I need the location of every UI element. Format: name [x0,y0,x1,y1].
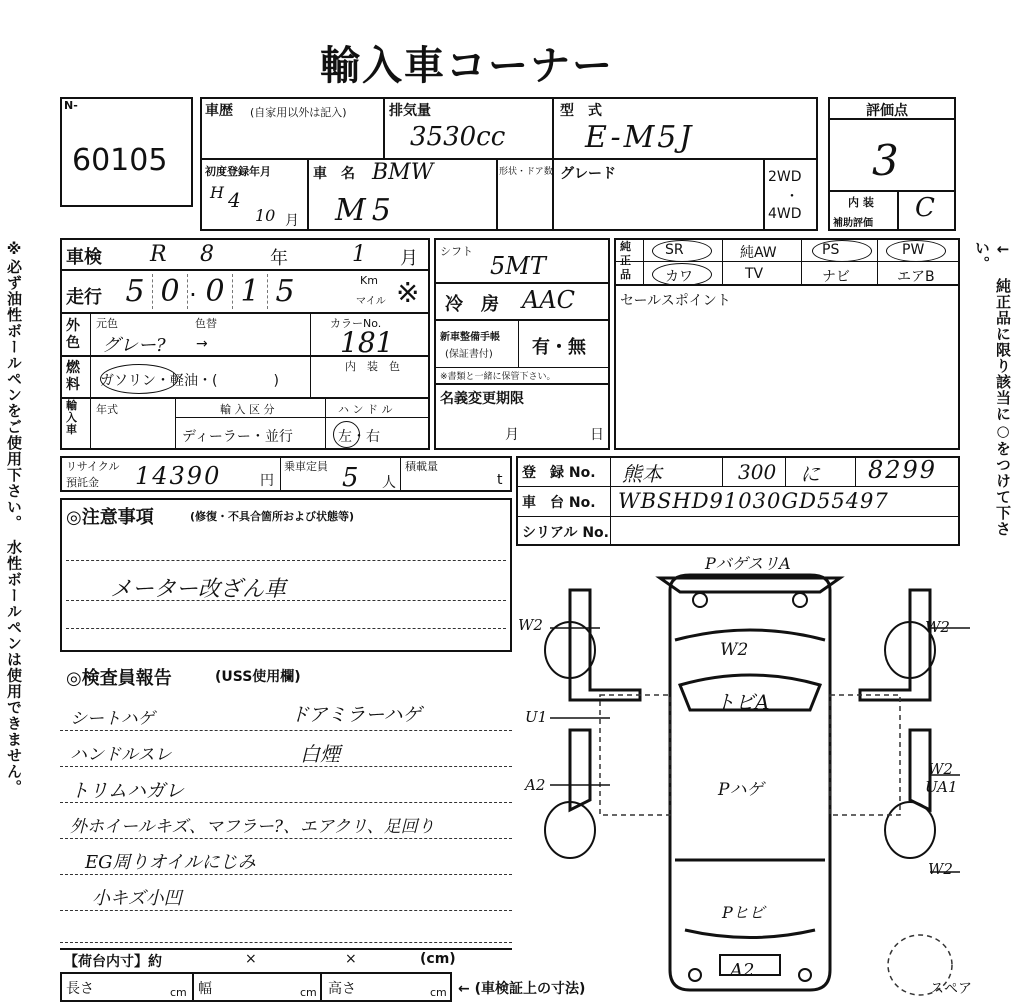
model-type-label: 型 式 [560,103,602,119]
import-year-label: 年式 [96,403,118,416]
genuine-circle [886,240,946,262]
color-code-label: カラーNo. [330,317,382,330]
manual-label: 新車整備手帳 [440,332,500,343]
inspector-line: ハンドルスレ [70,745,172,765]
cargo-label: 【荷台内寸】約 [64,954,162,970]
cargo-dims-row [60,972,452,1002]
auction-number-box [60,97,193,207]
cargo-cm: cm [170,986,187,999]
inspection-year: 8 [200,242,214,267]
inspector-line: シートハゲ [70,709,155,729]
first-reg-label: 初度登録年月 [205,165,271,178]
genuine-item: TV [745,266,764,282]
inspector-line: ドアミラーハゲ [290,704,422,726]
left-side-note: ※必ず油性ボールペンをご使用下さい。 水性ボールペンは使用できません。 [5,240,23,796]
color-orig-label: 元色 [96,317,118,330]
registration-kana: に [800,462,820,486]
diagram-label: Pハゲ [718,780,764,800]
mileage-digit: 0 [198,274,233,309]
model-type-value: E-M5J [585,120,695,155]
diagram-label: W2 [925,618,950,636]
displacement-value: 3530cc [410,122,506,152]
cargo-note: ← (車検証上の寸法) [458,981,586,997]
mileage-digit: 1 [233,274,268,309]
diagram-label: W2 [518,616,543,634]
interior-label-bottom: 補助評価 [833,218,873,229]
mileage-unit-mile: マイル [356,296,386,307]
rear-light-right [793,593,807,607]
load-label: 積載量 [405,460,438,473]
rear-glass [675,630,825,640]
name-change-month: 月 [505,427,519,443]
shape-doors-label: 形状・ドア数 [499,167,553,177]
color-change-label: 色替 [195,317,217,330]
inspection-year-unit: 年 [270,248,288,269]
capacity-value: 5 [342,463,359,493]
displacement-label: 排気量 [389,103,431,119]
inspector-line: 白煙 [300,742,340,766]
sales-point-label: セールスポイント [620,293,731,309]
diagram-label: トビA [715,690,770,714]
auction-number: 60105 [72,143,168,178]
cargo-cm: cm [300,986,317,999]
mileage-unit-km: Km [360,274,378,287]
chassis-label: 車 台 No. [522,495,596,511]
history-label: 車歴 [205,103,233,119]
diagram-label: スペア [930,981,972,997]
registration-number: 8299 [868,456,938,484]
history-note: (自家用以外は記入) [250,106,347,119]
recycle-label-2: 預託金 [66,476,99,489]
diagram-label: W2 [720,640,749,660]
rear-light-left [693,593,707,607]
left-mirror-rear [570,590,640,700]
inspector-line: 外ホイールキズ、マフラー?、エアクリ、足回り [70,817,435,837]
name-change-label: 名義変更期限 [440,391,524,407]
handle-label: ハ ン ド ル [338,403,393,416]
aircon-label: 冷 房 [445,294,499,315]
first-reg-era: H [210,183,224,202]
inspection-label: 車検 [66,247,102,268]
mileage-digit: 5 [275,274,295,309]
fuel-options: ガソリン・軽油・( ) [100,373,279,389]
front-grille [685,930,815,938]
recycle-unit: 円 [260,473,274,489]
cargo-x: × [345,951,357,967]
left-door-panel [570,730,590,810]
diagram-label: W2 [928,860,953,878]
grade-label: グレード [560,166,616,182]
notes-label: ◎注意事項 [66,507,154,528]
first-reg-month: 10 [255,206,276,225]
interior-label-top: 内 装 [848,196,874,209]
manual-value: 有・無 [532,337,586,358]
manual-sub: (保証書付) [445,349,493,360]
diagram-label: A2 [730,960,755,981]
color-outer-label: 外色 [66,318,80,351]
import-type-value: ディーラー・並行 [182,429,293,445]
inspection-month-unit: 月 [400,248,418,269]
cargo-cm: cm [430,986,447,999]
diagram-label: W2 [928,760,953,778]
shift-label: シフト [440,245,473,258]
genuine-item: エアB [897,269,935,285]
shift-value: 5MT [490,252,546,280]
mileage-mark: ※ [396,276,420,309]
genuine-item: PW [902,242,925,258]
inspection-month: 1 [352,242,366,267]
drive-4wd: 4WD [768,206,802,222]
recycle-label-1: リサイクル [66,460,120,473]
registration-class: 300 [738,460,777,484]
capacity-label: 乗車定員 [284,460,328,473]
mileage-digit: 0 [153,274,188,309]
interior-color-label: 内 装 色 [345,360,400,373]
genuine-label: 純正品 [620,240,631,281]
manual-note: ※書類と一緒に保管下さい。 [440,372,556,382]
car-maker: BMW [372,160,434,185]
cargo-length-label: 長さ [66,981,94,997]
right-side-dashed [830,695,900,815]
mileage-sep: . [189,274,197,302]
registration-area: 熊本 [622,462,662,486]
genuine-circle [812,240,872,262]
genuine-item: 純AW [740,245,777,261]
fuel-label: 燃料 [66,360,80,393]
front-light-left [689,969,701,981]
genuine-circle [652,240,712,262]
diagram-label: Pヒビ [722,903,765,922]
name-change-day: 日 [590,427,604,443]
recycle-value: 14390 [135,462,222,490]
first-reg-year: 4 [228,188,241,212]
number-prefix: N- [64,99,78,112]
inspector-sub: (USS使用欄) [215,669,301,685]
inspector-line: 小キズ小凹 [92,888,182,909]
cargo-width-label: 幅 [198,981,212,997]
right-mirror-rear [860,590,930,700]
cargo-height-label: 高さ [328,981,356,997]
color-arrow: → [196,336,208,352]
capacity-unit: 人 [382,475,396,491]
page-title: 輸入車コーナー [320,43,614,89]
car-name-label: 車 名 [313,166,355,182]
handle-left-circle [333,421,360,448]
rear-bumper [660,578,840,592]
mileage-label: 走行 [66,287,102,308]
import-type-label: 輸 入 区 分 [220,403,275,416]
load-unit: t [497,472,503,488]
genuine-item: カワ [665,269,693,285]
first-reg-month-unit: 月 [285,213,299,229]
cargo-x: × [245,951,257,967]
diagram-label: PバゲスリA [705,554,791,573]
genuine-item: SR [665,242,684,258]
diagram-label: UA1 [925,778,958,796]
interior-value: C [915,193,935,223]
wheel-front-right [885,802,935,858]
registration-label: 登 録 No. [522,465,596,481]
import-label: 輸入車 [66,399,77,436]
fuel-selected-circle [100,364,178,394]
chassis-value: WBSHD91030GD55497 [618,489,889,513]
diagram-label: A2 [525,776,546,794]
right-door-panel [910,730,930,810]
car-name: M5 [335,193,397,228]
inspector-line: トリムハガレ [70,780,185,802]
mileage-digit: 5 [118,274,153,309]
inspector-line: EG周りオイルにじみ [85,852,256,873]
mileage-digits [118,274,302,309]
genuine-item: ナビ [822,269,850,285]
front-light-right [799,969,811,981]
color-orig: グレー? [102,335,166,356]
handle-value: 左・右 [338,429,380,445]
aircon-value: AAC [522,286,576,314]
cargo-unit: (cm) [420,951,456,967]
genuine-item: PS [822,242,840,258]
rating-label: 評価点 [866,103,908,119]
rating-value: 3 [872,136,899,185]
serial-label: シリアル No. [522,525,609,541]
inspector-label: ◎検査員報告 [66,668,172,689]
inspection-era: R [150,242,167,267]
diagram-label: U1 [525,708,548,726]
sales-point-box [614,286,960,450]
left-side-dashed [600,695,670,815]
drive-dot: ・ [785,189,799,205]
notes-line: メーター改ざん車 [110,577,287,602]
right-side-note: ← 純正品に限り該当に○をつけて下さい。 [973,240,1012,537]
drive-2wd: 2WD [768,169,802,185]
notes-sub: (修復・不具合箇所および状態等) [190,510,355,523]
color-code: 181 [340,326,394,359]
genuine-circle [652,263,712,286]
